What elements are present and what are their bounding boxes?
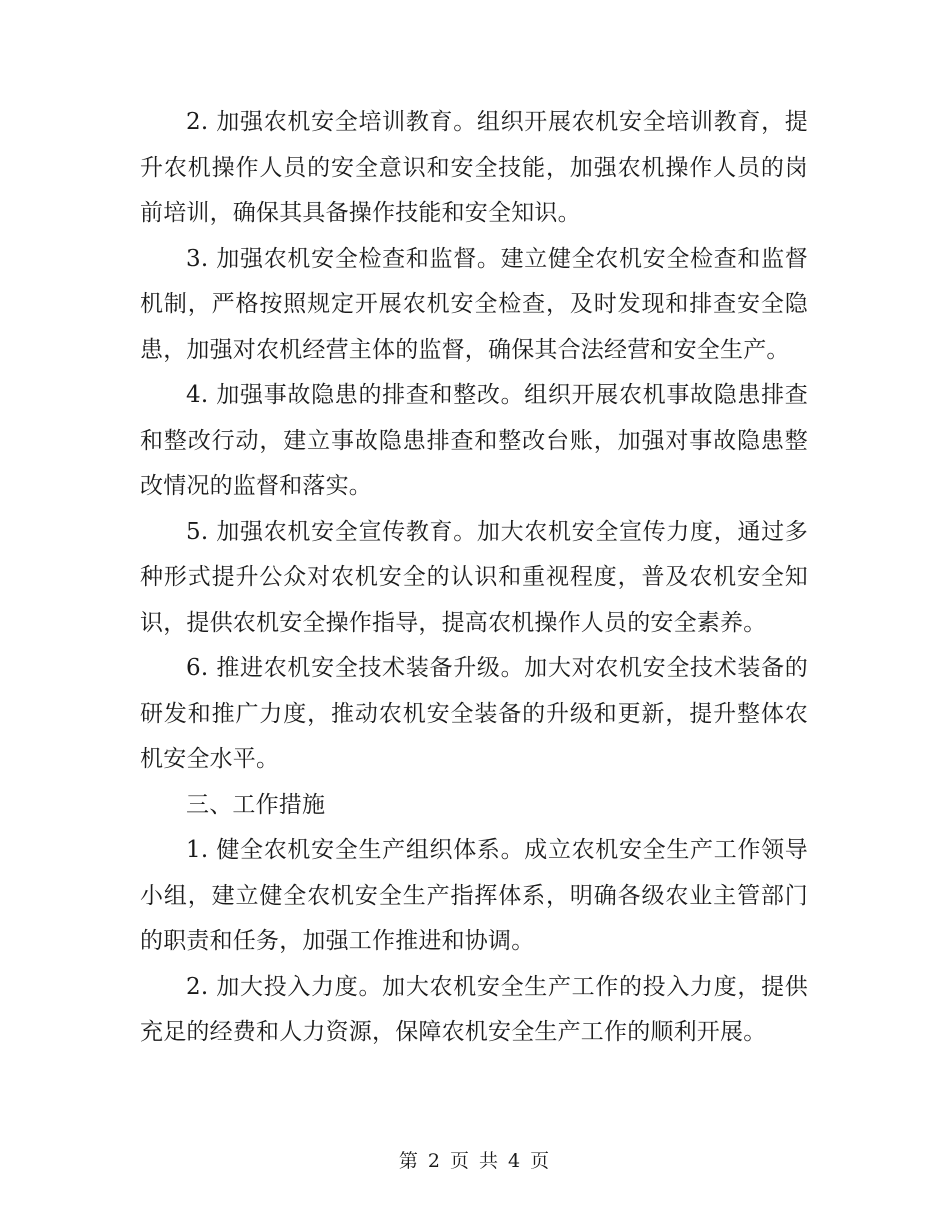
paragraph: 4. 加强事故隐患的排查和整改。组织开展农机事故隐患排查和整改行动，建立事故隐患排查和整改台账，加强对事故隐患整改情况的监督和落实。 <box>140 382 808 499</box>
page-number-footer: 第 2 页 共 4 页 <box>398 1150 552 1172</box>
paragraph: 6. 推进农机安全技术装备升级。加大对农机安全技术装备的研发和推广力度，推动农机安全装备的升级和更新，提升整体农机安全水平。 <box>140 655 808 772</box>
paragraph: 5. 加强农机安全宣传教育。加大农机安全宣传力度，通过多种形式提升公众对农机安全的认识和重视程度，普及农机安全知识，提供农机安全操作指导，提高农机操作人员的安全素养。 <box>140 518 808 636</box>
document-body <box>140 100 808 1056</box>
paragraph: 2. 加强农机安全培训教育。组织开展农机安全培训教育，提升农机操作人员的安全意识和安全技能，加强农机操作人员的岗前培训，确保其具备操作技能和安全知识。 <box>140 109 808 226</box>
paragraph: 3. 加强农机安全检查和监督。建立健全农机安全检查和监督机制，严格按照规定开展农机安全检查，及时发现和排查安全隐患，加强对农机经营主体的监督，确保其合法经营和安全生产。 <box>140 245 808 363</box>
paragraph: 1. 健全农机安全生产组织体系。成立农机安全生产工作领导小组，建立健全农机安全生产指挥体系，明确各级农业主管部门的职责和任务，加强工作推进和协调。 <box>140 837 808 954</box>
section-heading: 三、工作措施 <box>186 791 326 818</box>
paragraph: 2. 加大投入力度。加大农机安全生产工作的投入力度，提供充足的经费和人力资源，保障农机安全生产工作的顺利开展。 <box>140 973 808 1045</box>
